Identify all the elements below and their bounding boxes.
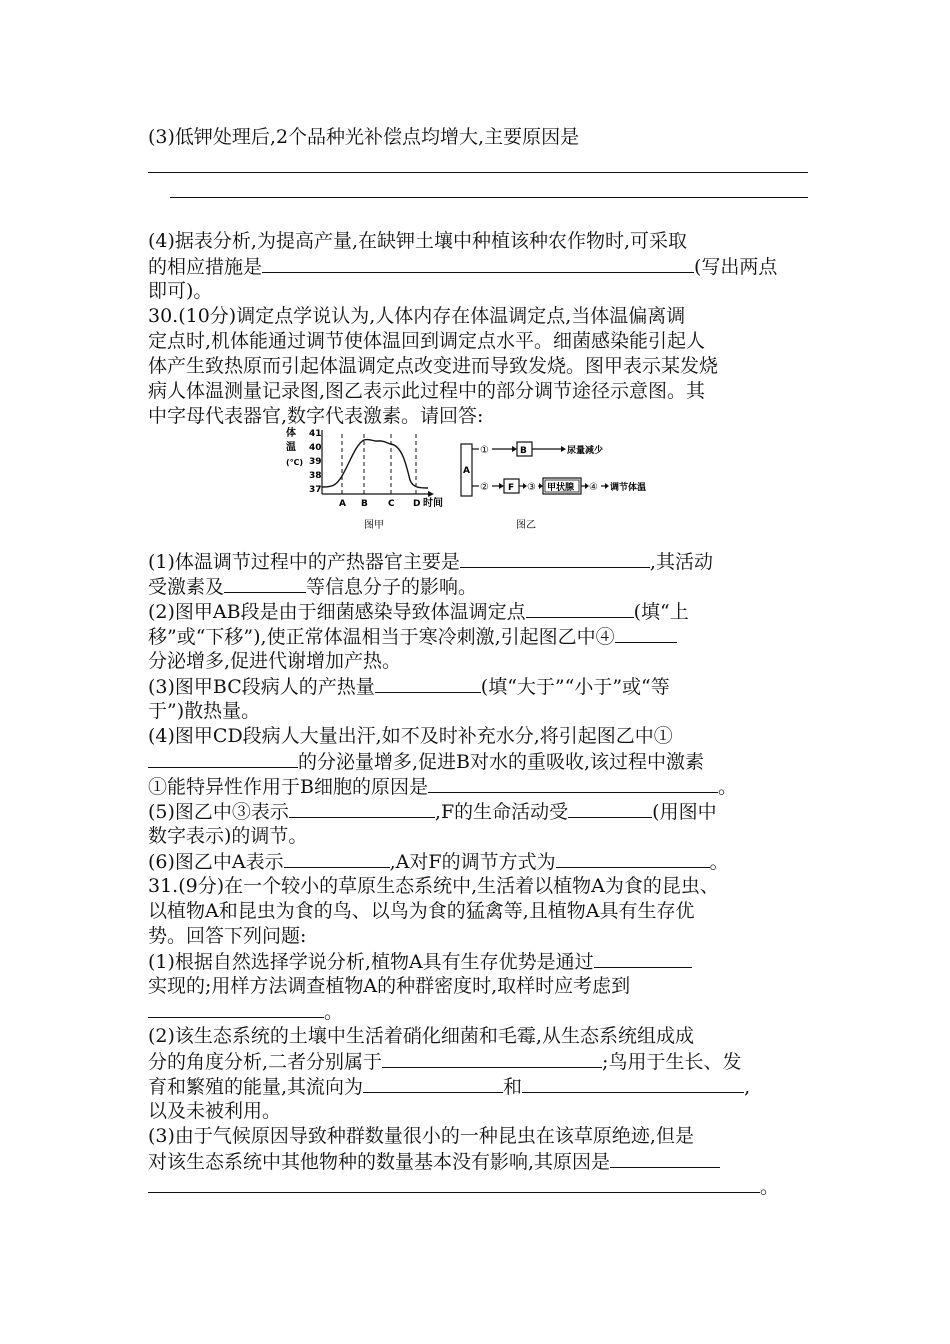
answer-blank[interactable]: [382, 1048, 602, 1068]
answer-blank[interactable]: [460, 548, 650, 568]
q30-s3-line1: [148, 673, 670, 700]
text: (5)图乙中③表示: [148, 801, 289, 823]
q30-s6-line1: [148, 848, 729, 875]
q30-s2-line1: [148, 598, 689, 625]
q30-s2-line3: 分泌增多,促进代谢增加产热。: [148, 650, 402, 672]
answer-blank[interactable]: [375, 673, 481, 693]
yi-hormone-4: ④: [589, 482, 598, 493]
q30-intro-3: 体产生致热原而引起体温调定点改变进而导致发烧。图甲表示某发烧: [148, 355, 719, 377]
q31-s3-line3: [148, 1173, 779, 1200]
q30-s5-line2: 数字表示)的调节。: [148, 825, 308, 847]
answer-blank[interactable]: [284, 848, 390, 868]
q30-s4-line1: (4)图甲CD段病人大量出汗,如不及时补充水分,将引起图乙中①: [148, 725, 673, 747]
answer-blank[interactable]: [148, 748, 298, 768]
jia-x-arrow: [428, 491, 434, 497]
answer-line[interactable]: [170, 197, 808, 198]
figure-svg: [286, 424, 676, 536]
jia-ytick: 39: [309, 457, 322, 467]
q30-s2-line2: [148, 623, 677, 650]
q30-intro-4: 病人体温测量记录图,图乙表示此过程中的部分调节途径示意图。其: [148, 380, 706, 402]
q31-s2-line1: (2)该生态系统的土壤中生活着硝化细菌和毛霉,从生态系统组成成: [148, 1025, 694, 1047]
text: 和: [503, 1076, 523, 1098]
yi-output-urine: 尿量减少: [567, 446, 604, 456]
answer-blank[interactable]: [568, 798, 652, 818]
jia-caption: 图甲: [364, 520, 384, 531]
answer-blank[interactable]: [428, 773, 718, 793]
q31-s2-line3: [148, 1073, 750, 1100]
jia-ylabel-3: (℃): [286, 458, 303, 467]
q29-part3: (3)低钾处理后,2个品种光补偿点均增大,主要原因是: [148, 126, 580, 148]
text: (用图中: [652, 801, 717, 823]
answer-blank[interactable]: [224, 573, 306, 593]
jia-ylabel-1: 体: [286, 428, 296, 439]
text: 的分泌量增多,促进B对水的重吸收,该过程中激素: [298, 751, 705, 773]
text: 的相应措施是: [148, 256, 263, 278]
answer-blank[interactable]: [522, 1073, 744, 1093]
text: ,A对F的调节方式为: [389, 851, 556, 873]
answer-blank[interactable]: [363, 1073, 503, 1093]
text: 受激素及: [148, 576, 225, 598]
text: (2)图甲AB段是由于细菌感染导致体温调定点: [148, 601, 526, 623]
q30-s1-line1: [148, 548, 713, 575]
yi-F-label: F: [508, 483, 515, 493]
text: ,其活动: [649, 551, 713, 573]
yi-A-label: A: [463, 466, 470, 476]
yi-B-label: B: [520, 446, 527, 456]
answer-line[interactable]: [148, 172, 808, 173]
q31-s1-line1: [148, 948, 692, 975]
answer-blank[interactable]: [526, 598, 634, 618]
answer-blank[interactable]: [262, 253, 694, 273]
text: 育和繁殖的能量,其流向为: [148, 1076, 364, 1098]
jia-xtick: D: [413, 499, 421, 509]
jia-xtick: C: [388, 499, 395, 509]
text: 对该生态系统中其他物种的数量基本没有影响,其原因是: [148, 1151, 611, 1173]
yi-thyroid-label: 甲状腺: [547, 483, 575, 493]
q30-s1-line2: [148, 573, 477, 600]
q31-s1-line3: [148, 998, 343, 1025]
jia-xtick: A: [339, 499, 346, 509]
jia-ylabel-2: 温: [286, 442, 296, 453]
jia-xtick: B: [361, 499, 368, 509]
q31-s3-line2: [148, 1148, 720, 1175]
q29-part4-line1: (4)据表分析,为提高产量,在缺钾土壤中种植该种农作物时,可采取: [148, 230, 688, 252]
jia-temperature-curve: [322, 439, 428, 488]
jia-ytick: 41: [309, 429, 322, 439]
q30-intro-5: 中字母代表器官,数字代表激素。请回答:: [148, 405, 484, 427]
text: (6)图乙中A表示: [148, 851, 284, 873]
q30-s4-line2: [148, 748, 704, 775]
jia-ytick: 40: [309, 443, 322, 453]
answer-blank[interactable]: [148, 998, 324, 1018]
q31-intro-3: 势。回答下列问题:: [148, 925, 307, 947]
jia-xlabel: 时间: [423, 498, 443, 509]
text: (填“大于”“小于”或“等: [480, 676, 670, 698]
answer-blank[interactable]: [615, 623, 677, 643]
text: 。: [324, 1001, 344, 1023]
q31-s3-line1: (3)由于气候原因导致种群数量很小的一种昆虫在该草原绝迹,但是: [148, 1125, 694, 1147]
answer-blank[interactable]: [610, 1148, 720, 1168]
q30-s3-line2: 于”)散热量。: [148, 700, 261, 722]
q30-intro-2: 定点时,机体能通过调节使体温回到调定点水平。细菌感染能引起人: [148, 330, 706, 352]
text: ,F的生命活动受: [434, 801, 569, 823]
q30-s5-line1: [148, 798, 717, 825]
yi-hormone-3: ③: [527, 482, 536, 493]
text: (写出两点: [694, 256, 778, 278]
figure-jia: [286, 426, 443, 531]
text: 等信息分子的影响。: [306, 576, 478, 598]
answer-blank[interactable]: [148, 1173, 760, 1193]
text: (1)体温调节过程中的产热器官主要是: [148, 551, 460, 573]
answer-blank[interactable]: [594, 948, 692, 968]
q30-figure: [286, 424, 676, 540]
figure-yi: [461, 442, 647, 531]
text: (3)图甲BC段病人的产热量: [148, 676, 375, 698]
text: (1)根据自然选择学说分析,植物A具有生存优势是通过: [148, 951, 594, 973]
yi-caption: 图乙: [516, 520, 536, 531]
q31-s2-line4: 以及未被利用。: [148, 1100, 282, 1122]
answer-blank[interactable]: [289, 798, 435, 818]
text: 。: [709, 851, 729, 873]
jia-ytick: 38: [309, 471, 322, 481]
answer-blank[interactable]: [556, 848, 710, 868]
text: 。: [760, 1176, 780, 1198]
q31-s2-line2: [148, 1048, 741, 1075]
q31-intro-2: 以植物A和昆虫为食的鸟、以鸟为食的猛禽等,且植物A具有生存优: [148, 900, 695, 922]
yi-hormone-1: ①: [480, 445, 489, 456]
yi-output-temp: 调节体温: [610, 483, 647, 493]
text: 移”或“下移”),使正常体温相当于寒冷刺激,引起图乙中④: [148, 626, 615, 648]
q29-part4-line2: [148, 253, 777, 280]
jia-ytick: 37: [309, 485, 322, 495]
text: ,: [744, 1076, 751, 1098]
q31-intro-1: 31.(9分)在一个较小的草原生态系统中,生活着以植物A为食的昆虫、: [148, 875, 719, 897]
q29-part4-line3: 即可)。: [148, 280, 213, 302]
yi-hormone-2: ②: [480, 482, 489, 493]
text: (填“上: [633, 601, 689, 623]
text: ;鸟用于生长、发: [602, 1051, 742, 1073]
q31-s1-line2: 实现的;用样方法调查植物A的种群密度时,取样时应考虑到: [148, 975, 631, 997]
text: ①能特异性作用于B细胞的原因是: [148, 776, 428, 798]
text: 。: [717, 776, 737, 798]
q30-s4-line3: [148, 773, 737, 800]
text: 分的角度分析,二者分别属于: [148, 1051, 383, 1073]
q30-intro-1: 30.(10分)调定点学说认为,人体内存在体温调定点,当体温偏离调: [148, 305, 686, 327]
